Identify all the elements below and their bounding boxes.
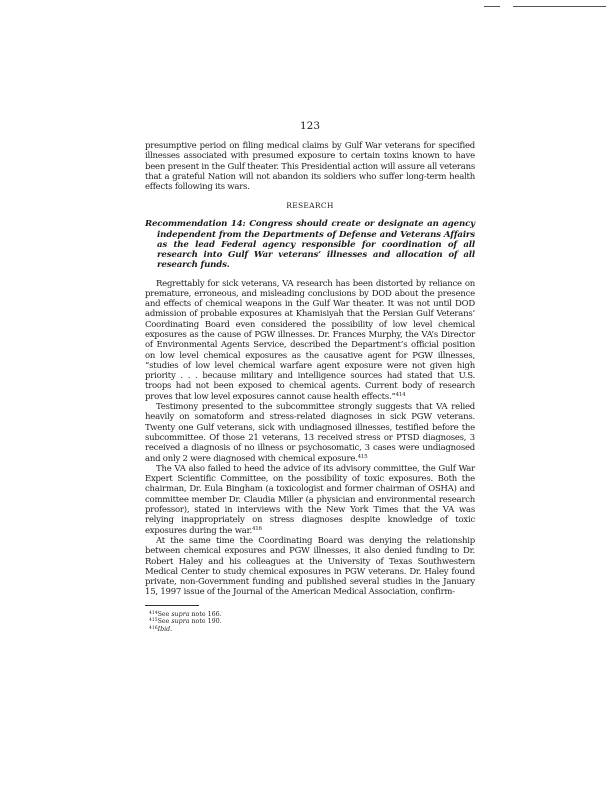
paragraph-text: The VA also failed to heed the advice of its advisory committee, the Gulf War Expert Scientific Committee, on the possibility of toxic exposures. Both the chairman, Dr. Eula Bingham (a toxicologist and former chairman of OSHA) and committee member Dr. Claudia Miller (a physician and environmental research professor), stated in interviews with the New York Times that the VA was relying inappropriately on stress diagnoses despite knowledge of toxic exposures during the war.	[145, 463, 475, 536]
body-paragraph	[145, 402, 475, 464]
footnote-ref-word: Ibid.	[157, 625, 173, 633]
document-page	[145, 120, 475, 633]
footnotes	[145, 611, 475, 634]
footnote-divider	[145, 605, 199, 606]
footnote-ref: 415	[357, 453, 368, 460]
footnote-number: 415	[149, 618, 158, 624]
body-paragraph	[145, 279, 475, 403]
body-paragraph	[145, 536, 475, 598]
footnote-ref: 414	[395, 391, 406, 398]
recommendation-14: Recommendation 14: Congress should create or designate an agency independent from the Departments of Defense and Veterans Affairs as the lead Federal agency responsible for coordination of all research into Gulf War veterans’ illnesses and allocation of all research funds.	[145, 219, 475, 271]
paragraph-text: Regrettably for sick veterans, VA research has been distorted by reliance on premature, erroneous, and misleading conclusions by DOD about the presence and effects of chemical weapons in the Gulf War theater. It was not until DOD admission of probable exposures at Khamisiyah that the Persian Gulf Veterans’ Coordinating Board even considered the possibility of low level chemical exposures as the cause of PGW illnesses. Dr. Frances Murphy, the VA’s Director of Environmental Agents Service, described the Department’s official position on low level chemical exposures as the causative agent for PGW illnesses, “studies of low level chemical warfare agent exposure were not given high priority . . . because military and intelligence sources had stated that U.S. troops had not been exposed to chemical agents. Current body of research proves that low level exposures cannot cause health effects.”	[145, 278, 475, 402]
footnote-ref-word: supra	[171, 610, 190, 618]
paragraph-text: Testimony presented to the subcommittee strongly suggests that VA relied heavily on somatoform and stress-related diagnoses in sick PGW veterans. Twenty one Gulf veterans, sick with undiagnosed illnesses, testified before the subcommittee. Of those 21 veterans, 13 received stress or PTSD diagnoses, 3 received a diagnosis of no illness or psychosomatic, 3 cases were undiagnosed and only 2 were diagnosed with chemical exposure.	[145, 402, 475, 464]
top-right-rule-short	[484, 6, 500, 7]
footnote	[145, 618, 475, 626]
footnote-prefix: See	[157, 610, 172, 618]
footnote	[145, 626, 475, 634]
footnote-ref: 416	[252, 525, 262, 532]
body-paragraph	[145, 464, 475, 536]
footnote-number: 416	[149, 625, 158, 631]
footnote-suffix: note 166.	[189, 610, 222, 618]
page-number: 123	[299, 120, 321, 132]
top-right-rule-long	[513, 6, 606, 7]
footnote-ref-word: supra	[171, 618, 190, 626]
section-heading: RESEARCH	[286, 201, 334, 211]
footnote-suffix: note 190.	[189, 618, 222, 626]
footnote-number: 414	[149, 610, 158, 616]
paragraph-text: At the same time the Coordinating Board was denying the relationship between chemical exposures and PGW illnesses, it also denied funding to Dr. Robert Haley and his colleagues at the University of Texas Southwestern Medical Center to study chemical exposures in PGW veterans. Dr. Haley found private, non-Government funding and published several studies in the January 15, 1997 issue of the Journal of the American Medical Association, confirm-	[145, 535, 475, 598]
body-paragraphs	[145, 279, 475, 598]
footnote-prefix: See	[157, 618, 172, 626]
opening-paragraph: presumptive period on filing medical claims by Gulf War veterans for specified illnesses associated with presumed exposure to certain toxins known to have been present in the Gulf theater. This Presidential action will assure all veterans that a grateful Nation will not abandon its soldiers who suffer long-term health effects following its wars.	[145, 141, 475, 193]
